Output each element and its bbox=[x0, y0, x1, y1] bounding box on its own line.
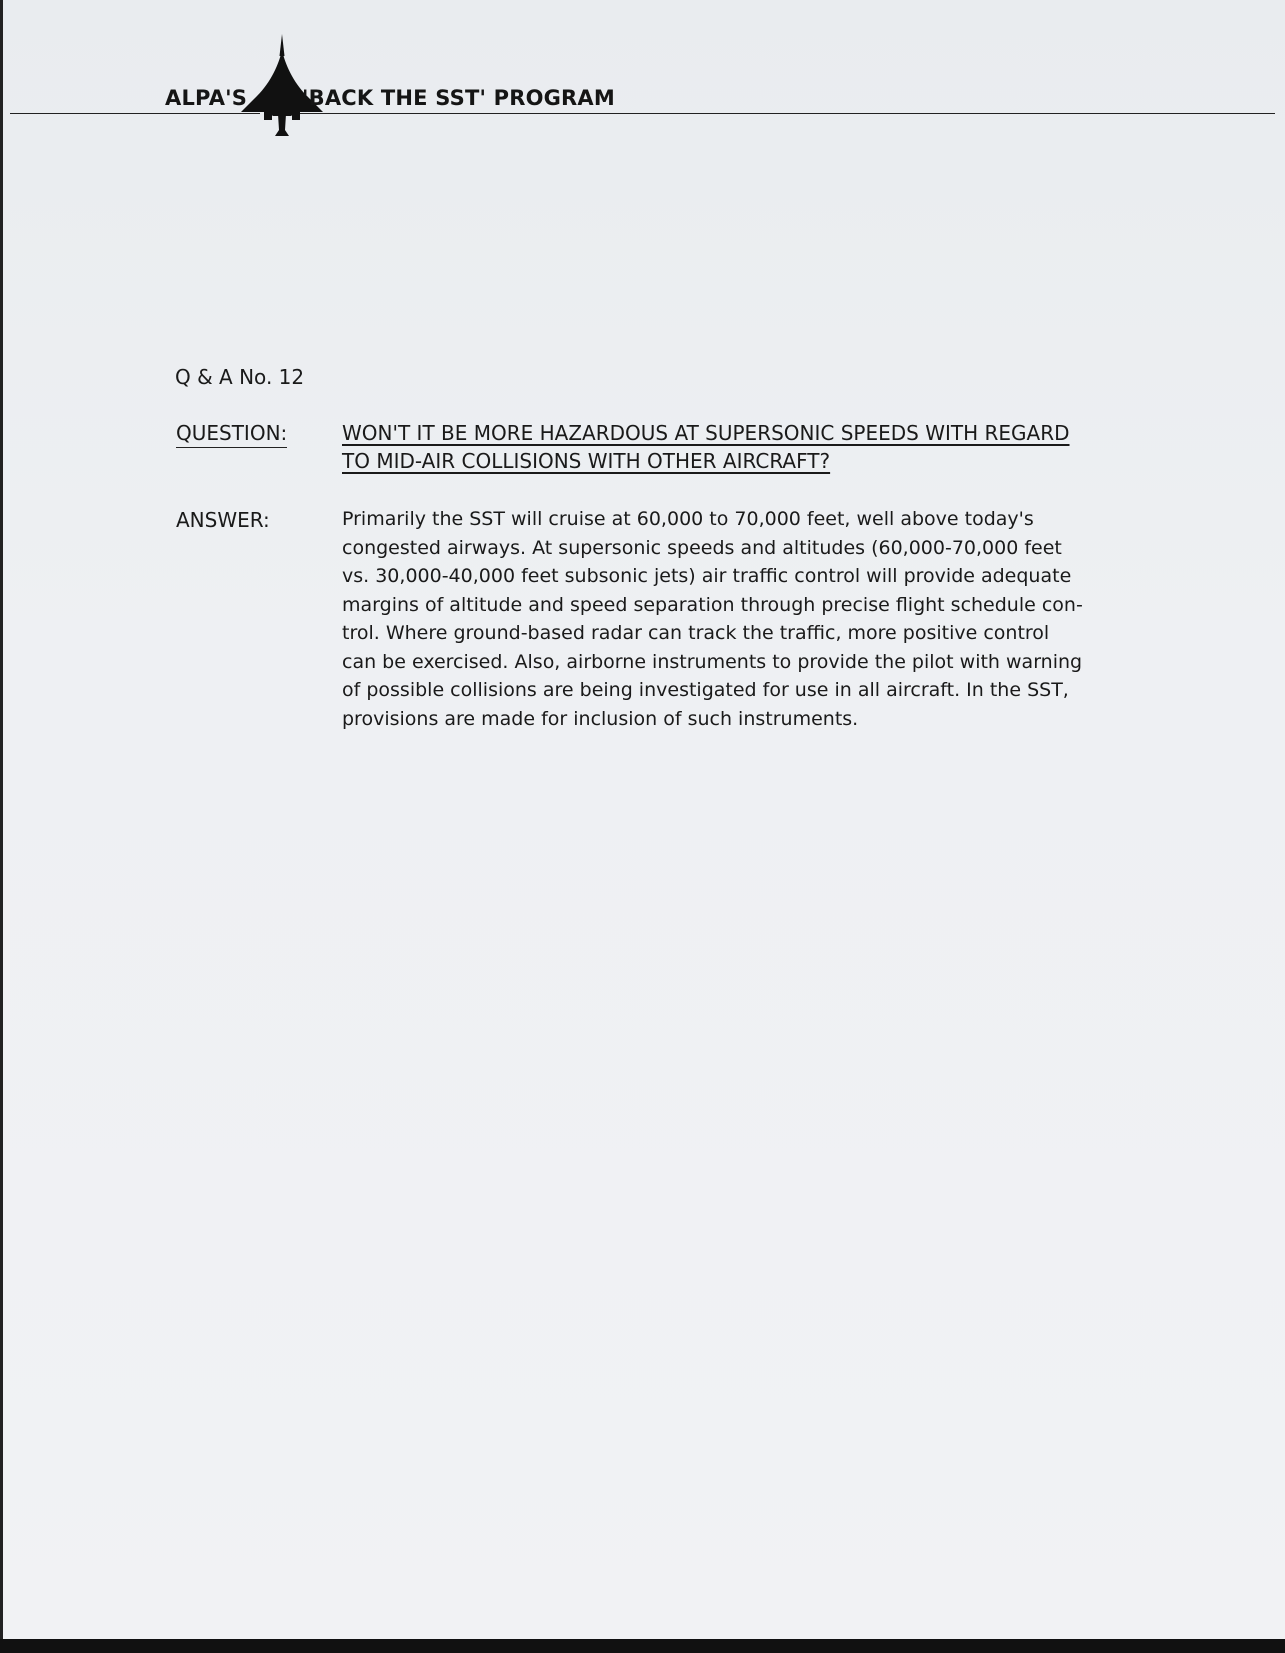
letterhead-rule-left bbox=[10, 113, 260, 114]
answer-line: of possible collisions are being investigated for use in all aircraft. In the SST, bbox=[342, 679, 1069, 701]
letterhead-left-text: ALPA'S bbox=[165, 86, 248, 110]
qa-number: Q & A No. 12 bbox=[175, 365, 305, 389]
answer-line: can be exercised. Also, airborne instruments to provide the pilot with warning bbox=[342, 650, 1083, 673]
answer-line: provisions are made for inclusion of such instruments. bbox=[342, 707, 859, 730]
question-line: WON'T IT BE MORE HAZARDOUS AT SUPERSONIC SPEEDS WITH REGARD bbox=[342, 421, 1070, 445]
answer-line: vs. 30,000-40,000 feet subsonic jets) air traffic control will provide adequate bbox=[342, 565, 1072, 587]
answer-text bbox=[342, 505, 1202, 733]
answer-line: congested airways. At supersonic speeds and altitudes (60,000-70,000 feet bbox=[342, 536, 1062, 559]
question-line: TO MID-AIR COLLISIONS WITH OTHER AIRCRAFT? bbox=[342, 449, 831, 473]
answer-line: trol. Where ground-based radar can track the traffic, more positive control bbox=[342, 622, 1050, 644]
letterhead-rule-right bbox=[300, 113, 1275, 114]
letterhead bbox=[0, 0, 1285, 150]
scan-edge-bottom bbox=[0, 1639, 1285, 1653]
question-text bbox=[342, 419, 1172, 475]
letterhead-right-text: 'BACK THE SST' PROGRAM bbox=[302, 86, 615, 110]
answer-label: ANSWER: bbox=[176, 508, 270, 532]
answer-line: margins of altitude and speed separation through precise flight schedule con- bbox=[342, 593, 1083, 616]
scan-edge-left bbox=[0, 0, 3, 1653]
question-label: QUESTION: bbox=[176, 421, 287, 448]
answer-line: Primarily the SST will cruise at 60,000 to 70,000 feet, well above today's bbox=[342, 508, 1034, 530]
